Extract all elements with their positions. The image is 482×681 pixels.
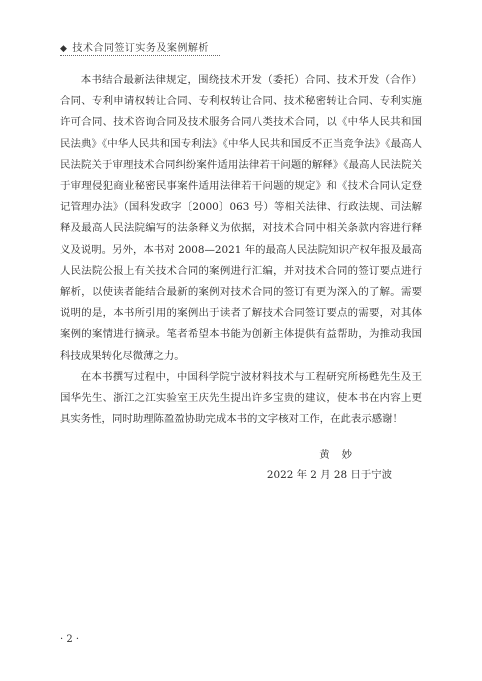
header-divider xyxy=(60,55,220,56)
paragraph-2: 在本书撰写过程中，中国科学院宁波材料技术与工程研究所杨甦先生及王国华先生、浙江之江实验室王庆先生提出许多宝贵的建议，使本书在内容上更具实务性，同时助理陈盈盈协助完成本书的文字核对工作，在此表示感谢！ xyxy=(60,370,422,426)
preface-body xyxy=(60,70,422,430)
book-title: 技术合同签订实务及案例解析 xyxy=(72,43,209,54)
running-header xyxy=(60,39,209,54)
diamond-icon: ◆ xyxy=(60,44,68,54)
paragraph-1: 本书结合最新法律规定，围绕技术开发（委托）合同、技术开发（合作）合同、专利申请权转让合同、专利权转让合同、技术秘密转让合同、专利实施许可合同、技术咨询合同及技术服务合同八类技术合同，以《中华人民共和国民法典》《中华人民共和国专利法》《中华人民共和国反不正当竞争法》《最高人民法院关于审理技术合同纠纷案件适用法律若干问题的解释》《最高人民法院关于审理侵犯商业秘密民事案件适用法律若干问题的规定》和《技术合同认定登记管理办法》（国科发政字〔2000〕063 号）等相关法律、行政法规、司法解释及最高人民法院编写的法条释义为依据，对技术合同中相关条款内容进行释义及说明。另外，本书对 2008—2021 年的最高人民法院知识产权年报及最高人民法院公报上有关技术合同的案例进行汇编，并对技术合同的签订要点进行解析，以使读者能结合最新的案例对技术合同的签订有更为深入的了解。需要说明的是，本书所引用的案例出于读者了解技术合同签订要点的需要，对其体案例的案情进行摘录。笔者希望本书能为创新主体提供有益帮助，为推动我国科技成果转化尽微薄之力。 xyxy=(60,74,422,362)
page-number: · 2 · xyxy=(60,634,80,645)
author-signature: 黄妙 xyxy=(319,449,364,461)
signature-date: 2022 年 2 月 28 日于宁波 xyxy=(266,469,392,481)
